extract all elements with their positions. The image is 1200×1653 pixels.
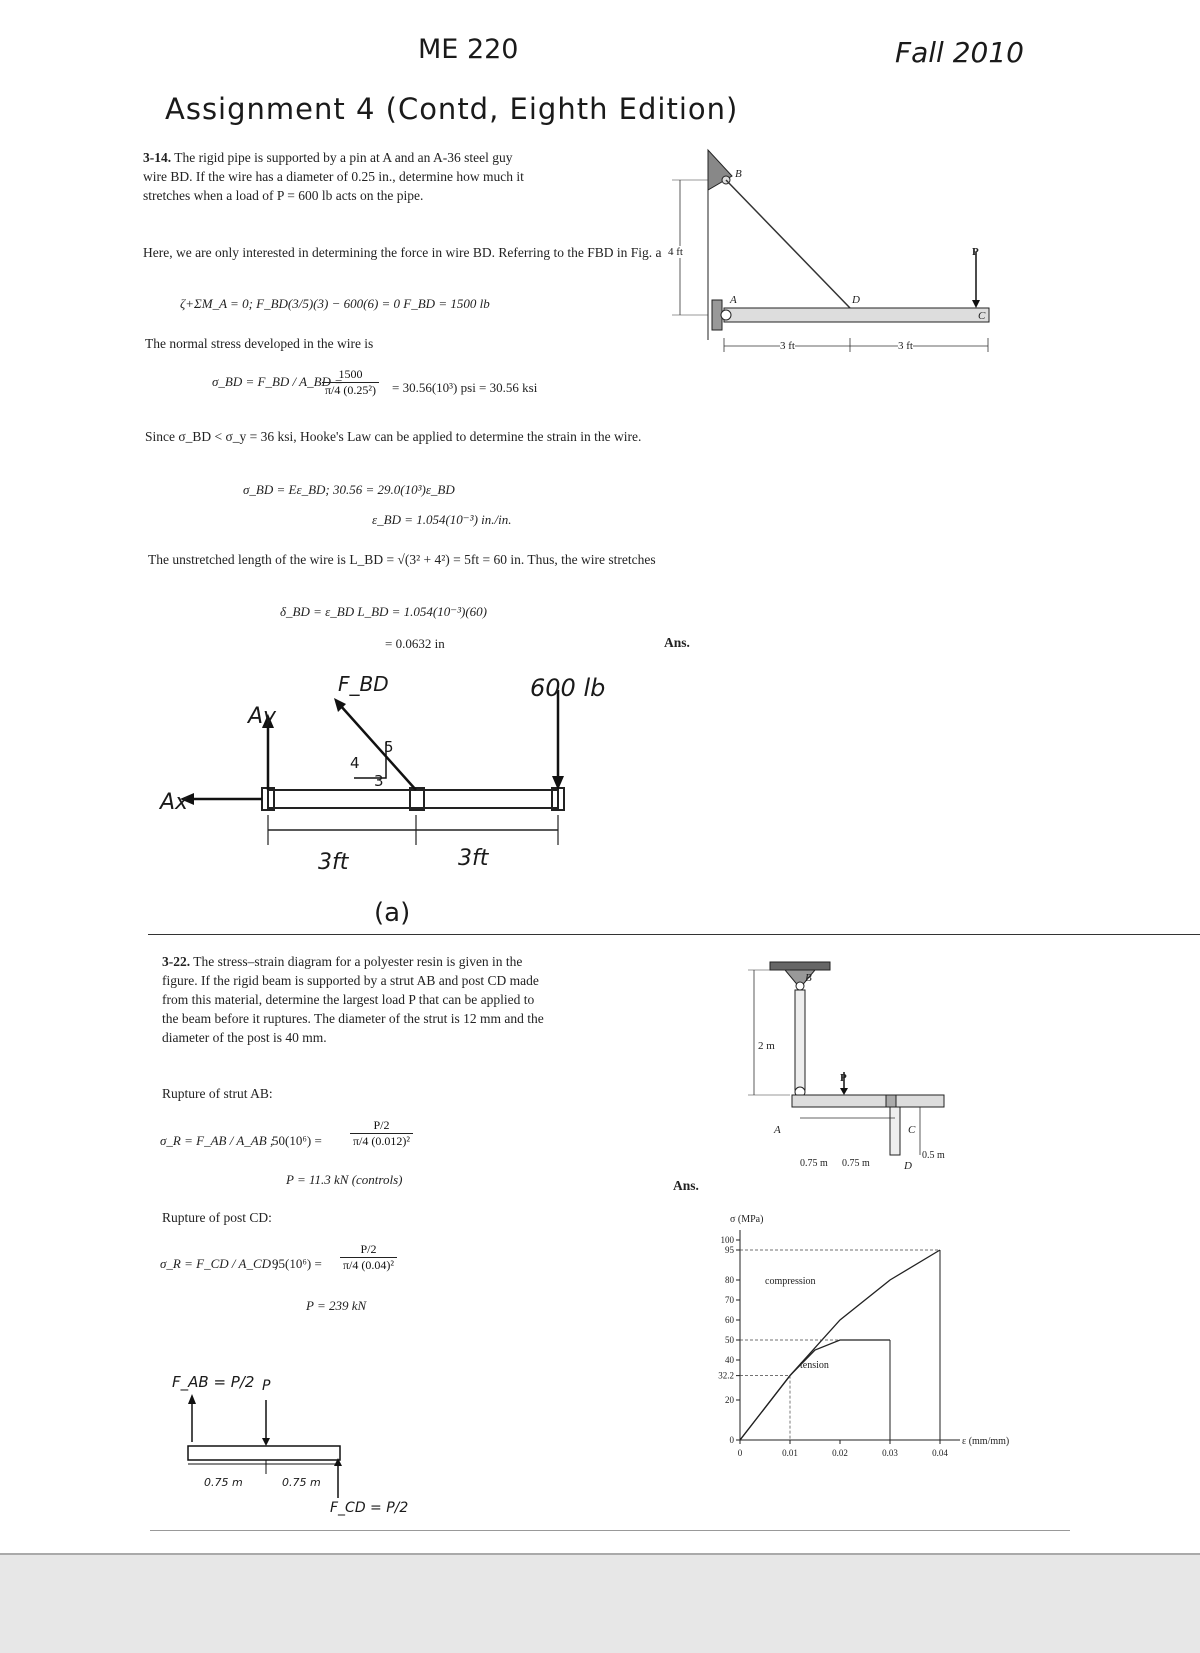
ceiling-support <box>770 962 830 970</box>
y-tick-label: 100 <box>720 1235 734 1245</box>
problem-3-22-statement <box>162 952 550 1047</box>
section-divider <box>148 934 1200 935</box>
series-label-tension: tension <box>800 1360 829 1371</box>
sketch-right-force-label: F_CD = P/2 <box>330 1500 409 1516</box>
wall-support-b <box>708 150 732 190</box>
hooke-text: Since σ_BD < σ_y = 36 ksi, Hooke's Law can be applied to determine the strain in the wire. <box>145 429 642 444</box>
pipe <box>724 308 989 322</box>
eq-ab-numerator: P/2 <box>350 1118 413 1134</box>
y-tick-label: 20 <box>725 1395 734 1405</box>
sketch-dim2: 0.75 m <box>282 1476 321 1489</box>
rupture-ab-heading: Rupture of strut AB: <box>162 1086 273 1101</box>
height-label: 4 ft <box>668 246 683 258</box>
intro-text: Here, we are only interested in determining the force in wire BD. Referring to the FBD in Fig. a <box>143 245 662 260</box>
elongation-equation: δ_BD = ε_BD L_BD = 1.054(10⁻³)(60) <box>280 604 488 619</box>
triangle-3: 3 <box>374 772 384 790</box>
problem-number: 3-22. <box>162 954 191 969</box>
x-axis-label: ε (mm/mm) <box>962 1436 1010 1447</box>
sketch-p-label: P <box>262 1378 271 1394</box>
stress-intro: The normal stress developed in the wire is <box>145 336 374 351</box>
rupture-cd-heading: Rupture of post CD: <box>162 1210 272 1225</box>
y-tick-label: 70 <box>725 1295 734 1305</box>
eq-ab-fraction <box>350 1118 413 1149</box>
problem-text: The rigid pipe is supported by a pin at A and an A-36 steel guy wire BD. If the wire has a diameter of 0.25 in., determine how much it stretches when a load of P = 600 lb acts on the pipe. <box>143 150 524 203</box>
label-p: P <box>972 246 979 258</box>
fbd-force-label: F_BD <box>338 672 389 696</box>
label-d2: D <box>904 1160 912 1172</box>
eq-cd-numerator: P/2 <box>340 1242 397 1258</box>
fbd-ax-label: Ax <box>160 790 189 815</box>
label-c: C <box>978 310 986 322</box>
scan-bottom-margin <box>0 1553 1200 1653</box>
p-cd-result: P = 239 kN <box>306 1298 367 1313</box>
strain-result: ε_BD = 1.054(10⁻³) in./in. <box>372 512 512 527</box>
beam-dim-1: 0.75 m <box>800 1158 828 1169</box>
problem-number: 3-14. <box>143 150 172 165</box>
x-tick-label: 0.04 <box>932 1448 948 1458</box>
chart-plot-area <box>718 1214 1009 1458</box>
stress-strain-chart <box>700 1210 1010 1470</box>
answer-label: Ans. <box>664 635 690 650</box>
x-tick-label: 0 <box>737 1448 743 1458</box>
y-tick-label: 0 <box>729 1435 734 1445</box>
y-axis-label: σ (MPa) <box>730 1214 764 1225</box>
post-cd <box>890 1107 900 1155</box>
length-text: The unstretched length of the wire is L_BD = √(3² + 4²) = 5ft = 60 in. Thus, the wire stretches <box>148 552 656 567</box>
strut-ab <box>795 990 805 1090</box>
eq-cd-lhs: σ_R = F_CD / A_CD ; <box>160 1256 279 1271</box>
answer-label-2: Ans. <box>673 1178 699 1193</box>
stress-fraction <box>322 367 379 398</box>
course-title: ME 220 <box>418 34 519 65</box>
label-p2: P <box>840 1072 847 1084</box>
term-label: Fall 2010 <box>895 36 1024 69</box>
fbd-ay-label: Ay <box>248 704 277 729</box>
beam-dim-2: 0.75 m <box>842 1158 870 1169</box>
triangle-4: 4 <box>350 754 360 772</box>
label-c2: C <box>908 1124 916 1136</box>
problem-text: The stress–strain diagram for a polyester resin is given in the figure. If the rigid beam is supported by a strut AB and post CD made from this material, determine the largest load P that can be applied to the beam before it ruptures. The diameter of the strut is 12 mm and the diameter of the post is 40 mm. <box>162 954 544 1045</box>
strut-post-figure <box>740 960 980 1180</box>
label-d: D <box>852 294 860 306</box>
label-a: A <box>730 294 737 306</box>
sketch-dim1: 0.75 m <box>204 1476 243 1489</box>
sketch-left-force-label: F_AB = P/2 <box>172 1373 255 1391</box>
eq-ab-lhs: σ_R = F_AB / A_AB ; <box>160 1133 275 1148</box>
triangle-5: 5 <box>384 738 394 756</box>
eq-ab-denominator: π/4 (0.012)² <box>353 1134 410 1148</box>
label-b: B <box>735 168 742 180</box>
stress-numerator: 1500 <box>322 367 379 383</box>
fbd-dim2: 3ft <box>458 846 489 871</box>
series-label-compression: compression <box>765 1276 816 1287</box>
height-label-2: 2 m <box>758 1040 775 1052</box>
eq-cd-fraction <box>340 1242 397 1273</box>
fbd-beam <box>268 790 558 808</box>
y-tick-label: 80 <box>725 1275 734 1285</box>
rigid-beam <box>792 1095 944 1107</box>
label-b2: B <box>805 972 812 984</box>
y-tick-label: 40 <box>725 1355 734 1365</box>
y-tick-label: 60 <box>725 1315 734 1325</box>
stress-denominator: π/4 (0.25²) <box>325 383 376 397</box>
pin-a <box>721 310 731 320</box>
hooke-equation: σ_BD = Eε_BD; 30.56 = 29.0(10³)ε_BD <box>243 482 455 497</box>
label-a2: A <box>774 1124 781 1136</box>
stress-result: = 30.56(10³) psi = 30.56 ksi <box>392 380 538 395</box>
moment-equation: ζ+ΣM_A = 0; F_BD(3/5)(3) − 600(6) = 0 F_BD = 1500 lb <box>180 296 490 311</box>
problem-3-14-statement <box>143 148 533 205</box>
figure-caption-a: (a) <box>374 898 411 928</box>
span2-label: 3 ft <box>898 340 913 352</box>
footer-rule <box>150 1530 1070 1531</box>
p-ab-result: P = 11.3 kN (controls) <box>286 1172 403 1187</box>
fbd-load-label: 600 lb <box>530 674 606 702</box>
x-tick-label: 0.03 <box>882 1448 898 1458</box>
eq-cd-denominator: π/4 (0.04)² <box>343 1258 394 1272</box>
pipe-guywire-figure <box>660 140 1000 360</box>
span1-label: 3 ft <box>780 340 795 352</box>
sketch-beam <box>188 1446 340 1460</box>
y-tick-label: 95 <box>725 1245 734 1255</box>
assignment-title: Assignment 4 (Contd, Eighth Edition) <box>165 92 739 126</box>
x-tick-label: 0.02 <box>832 1448 848 1458</box>
fbd-dim1: 3ft <box>318 850 349 875</box>
eq-ab-mid: 50(10⁶) = <box>272 1133 322 1148</box>
x-tick-label: 0.01 <box>782 1448 798 1458</box>
stress-lhs: σ_BD = F_BD / A_BD = <box>212 374 343 389</box>
post-dim-label: 0.5 m <box>922 1150 945 1161</box>
eq-cd-mid: 95(10⁶) = <box>272 1256 322 1271</box>
wire-bd <box>726 180 850 308</box>
y-tick-label: 50 <box>725 1335 734 1345</box>
series-line-tension <box>740 1340 890 1440</box>
elongation-result: = 0.0632 in <box>385 636 445 651</box>
y-tick-label: 32.2 <box>718 1370 734 1381</box>
